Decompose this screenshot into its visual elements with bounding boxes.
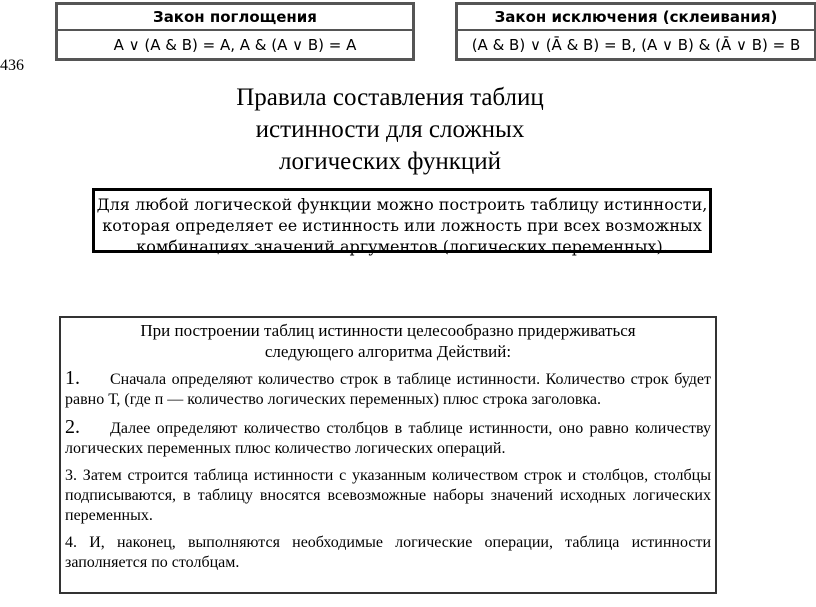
step-text: Далее определяют количество столбцов в таблице истинности, оно равно количеству логических переменных плюс количество логических операций. [65, 420, 711, 457]
step-number: 2. [65, 416, 80, 438]
page-title [150, 82, 630, 178]
algorithm-step-1 [65, 368, 711, 410]
definition-line: которая определяет ее истинность или ложность при всех возможных [102, 216, 702, 235]
definition-box [92, 188, 712, 256]
step-number: 4. [65, 534, 77, 551]
algorithm-step-2 [65, 417, 711, 459]
algorithm-intro-line: При построении таблиц истинности целесообразно придерживаться [140, 321, 636, 340]
definition-line: Для любой логической функции можно построить таблицу истинности, [96, 195, 708, 214]
step-text: Сначала определяют количество строк в таблице истинности. Количество строк будет равно Т, (где п — количество логических переменных) плюс строка заголовка. [65, 371, 711, 408]
step-text: Затем строится таблица истинности с указанным количеством строк и столбцов, столбцы подписываются, в таблицу вносятся всевозможные наборы значений исходных логических переменных. [65, 467, 711, 524]
step-number: 3. [65, 467, 77, 484]
title-line: Правила составления таблиц [236, 84, 544, 111]
page-number: 436 [0, 57, 24, 74]
title-line: логических функций [278, 148, 501, 175]
exclusion-law-title: Закон исключения (склеивания) [458, 5, 814, 31]
absorption-law-title: Закон поглощения [58, 5, 412, 31]
absorption-law-box [55, 2, 415, 61]
algorithm-box [59, 316, 717, 594]
algorithm-step-4 [65, 533, 711, 573]
step-number: 1. [65, 367, 80, 389]
algorithm-intro-line: следующего алгоритма Действий: [264, 342, 512, 361]
exclusion-law-box [455, 2, 816, 61]
definition-line: комбинациях значений аргументов (логических переменных). [136, 237, 668, 256]
absorption-law-formula: A ∨ (A & B) = A, A & (A ∨ B) = A [113, 35, 357, 54]
algorithm-intro [65, 320, 711, 362]
step-text: И, наконец, выполняются необходимые логические операции, таблица истинности заполняется по столбцам. [65, 534, 711, 571]
algorithm-step-3 [65, 466, 711, 526]
exclusion-law-formula: (A & B) ∨ (Ā & B) = B, (A ∨ B) & (Ā ∨ B) = B [471, 35, 801, 54]
title-line: истинности для сложных [255, 116, 525, 143]
